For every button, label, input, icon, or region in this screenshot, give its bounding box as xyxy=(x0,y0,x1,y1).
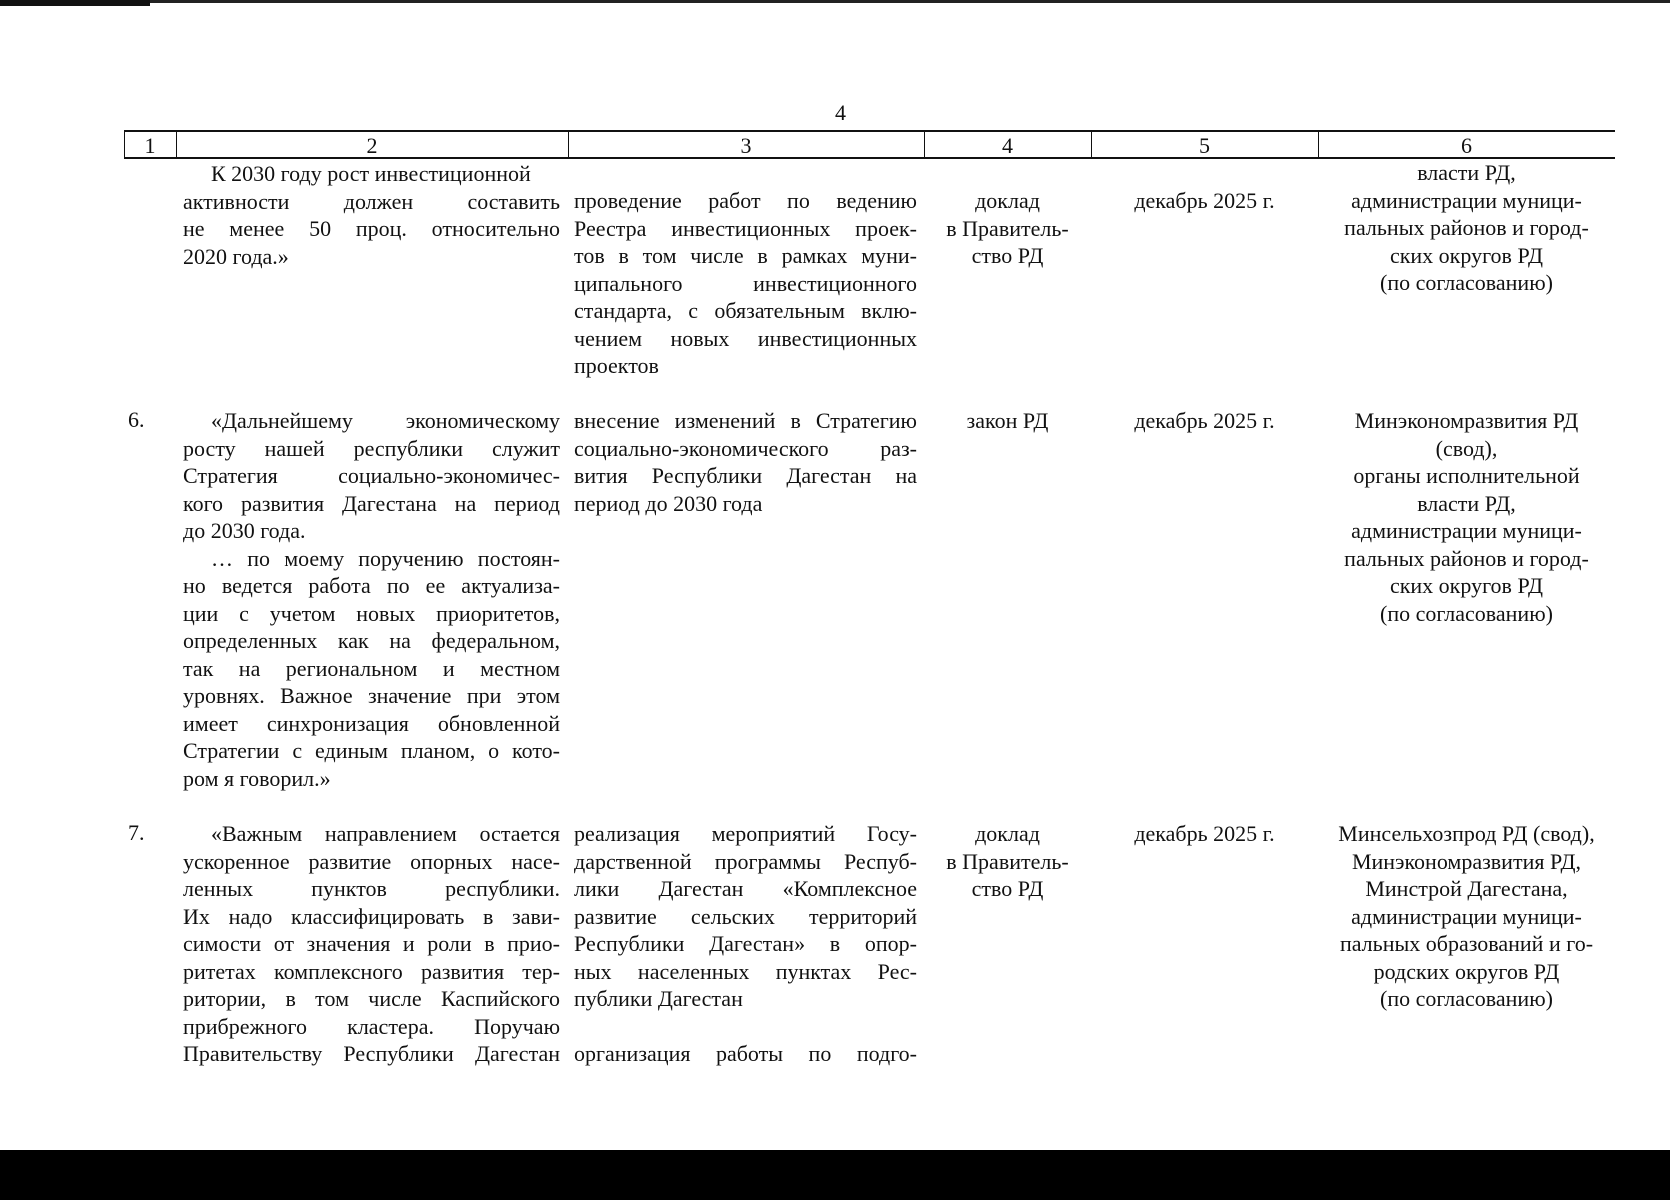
executor-line: (свод), xyxy=(1435,435,1498,461)
executor-line: ских округов РД xyxy=(1389,573,1544,598)
measure-line: период до 2030 года xyxy=(574,490,763,516)
quote-paragraph xyxy=(183,407,560,545)
executor-line: органы исполнительной xyxy=(1353,463,1580,488)
measure-cell xyxy=(574,820,917,1068)
scan-bottom-edge xyxy=(0,1150,1670,1200)
scan-top-edge xyxy=(0,0,1670,3)
quote-line: «Дальнейшему экономическому xyxy=(211,408,560,433)
form-line: доклад xyxy=(975,188,1040,213)
executors-cell xyxy=(1318,407,1615,627)
measure-line: стандарта, с обязательным вклю- xyxy=(574,298,917,323)
measure-line: ных населенных пунктах Рес- xyxy=(574,958,917,984)
quote-paragraph xyxy=(183,545,560,793)
executor-line: пальных образований и го- xyxy=(1339,931,1594,956)
measure-line: проектов xyxy=(574,353,659,378)
measure-line: внесение изменений в Стратегию xyxy=(574,408,917,433)
measure-line: социально-экономического раз- xyxy=(574,435,917,461)
column-header: 2 xyxy=(366,133,378,158)
executor-line: (по согласованию) xyxy=(1380,986,1553,1011)
measure-line: тов в том числе в рамках муни- xyxy=(574,243,917,268)
form-line: закон РД xyxy=(966,408,1049,433)
executor-line: пальных районов и город- xyxy=(1344,215,1589,240)
measure-line: лики Дагестан «Комплексное xyxy=(574,876,917,901)
form-line: в Правитель- xyxy=(946,848,1069,874)
quote-cell xyxy=(183,820,560,1068)
column-header: 4 xyxy=(1002,133,1013,158)
executor-line: Минстрой Дагестана, xyxy=(1365,876,1568,901)
form-cell xyxy=(924,187,1091,270)
quote-line: активности должен составить xyxy=(183,188,560,214)
quote-line: прибрежного кластера. Поручаю xyxy=(183,1013,560,1039)
quote-line: ритетах комплексного развития тер- xyxy=(183,958,560,984)
quote-line: К 2030 году рост инвестиционной xyxy=(211,161,531,186)
column-header: 6 xyxy=(1461,133,1472,158)
form-cell xyxy=(924,407,1091,435)
quote-line: … по моему поручению постоян- xyxy=(211,545,560,571)
quote-line: так на региональном и местном xyxy=(183,655,560,681)
executor-line: Минэкономразвития РД, xyxy=(1351,848,1582,874)
quote-line: определенных как на федеральном, xyxy=(183,628,560,653)
quote-line: росту нашей республики служит xyxy=(183,435,560,461)
deadline-cell: декабрь 2025 г. xyxy=(1134,821,1275,846)
quote-line: кого развития Дагестана на период xyxy=(183,490,560,516)
measure-line: Республики Дагестан» в опор- xyxy=(574,931,917,956)
executor-line: власти РД, xyxy=(1417,160,1516,185)
quote-cell xyxy=(183,407,560,792)
row-number: 6. xyxy=(128,407,145,432)
quote-line: Правительству Республики Дагестан xyxy=(183,1041,560,1066)
measure-cell xyxy=(574,407,917,517)
quote-line: Стратегия социально-экономичес- xyxy=(183,463,560,488)
quote-line: 2020 года.» xyxy=(183,243,289,269)
quote-line: ускоренное развитие опорных насе- xyxy=(183,848,560,874)
measure-line: публики Дагестан xyxy=(574,986,743,1011)
quote-line: уровнях. Важное значение при этом xyxy=(183,683,560,708)
executor-line: родских округов РД xyxy=(1373,958,1560,984)
quote-line: Стратегии с единым планом, о кото- xyxy=(183,738,560,763)
form-line: доклад xyxy=(975,821,1040,846)
executor-line: пальных районов и город- xyxy=(1344,545,1589,571)
quote-line: имеет синхронизация обновленной xyxy=(183,710,560,736)
deadline-cell: декабрь 2025 г. xyxy=(1134,408,1275,433)
quote-line: Их надо классифицировать в зави- xyxy=(183,903,560,929)
quote-line: ритории, в том числе Каспийского xyxy=(183,986,560,1011)
form-line: в Правитель- xyxy=(946,215,1069,241)
column-header: 3 xyxy=(740,133,752,158)
measure-line: ципального инвестиционного xyxy=(574,270,917,296)
executor-line: администрации муници- xyxy=(1351,518,1582,543)
column-header: 5 xyxy=(1199,133,1210,158)
row-number: 7. xyxy=(128,820,145,845)
executors-cell xyxy=(1318,159,1615,297)
executors-cell xyxy=(1318,820,1615,1013)
quote-paragraph xyxy=(183,820,560,1068)
measure-line: Реестра инвестиционных проек- xyxy=(574,215,917,241)
measure-line: развитие сельских территорий xyxy=(574,903,917,929)
quote-paragraph xyxy=(183,160,560,270)
column-header: 1 xyxy=(144,133,156,158)
measure-line: вития Республики Дагестан на xyxy=(574,463,917,488)
quote-line: симости от значения и роли в прио- xyxy=(183,931,560,956)
executor-line: Минэкономразвития РД xyxy=(1354,408,1579,433)
quote-line: ции с учетом новых приоритетов, xyxy=(183,600,560,626)
form-cell xyxy=(924,820,1091,903)
executor-line: Минсельхозпрод РД (свод), xyxy=(1338,821,1595,846)
quote-line: ром я говорил.» xyxy=(183,765,331,791)
executor-line: власти РД, xyxy=(1417,490,1516,516)
executor-line: (по согласованию) xyxy=(1380,270,1553,295)
measure-line: чением новых инвестиционных xyxy=(574,325,917,351)
quote-line: но ведется работа по ее актуализа- xyxy=(183,573,560,598)
executor-line: ских округов РД xyxy=(1389,242,1544,268)
executor-line: администрации муници- xyxy=(1351,903,1582,929)
measure-line: дарственной программы Респуб- xyxy=(574,848,917,874)
measure-line: проведение работ по ведению xyxy=(574,188,917,213)
quote-line: до 2030 года. xyxy=(183,518,306,543)
quote-line: ленных пунктов республики. xyxy=(183,876,560,901)
scan-top-left-edge xyxy=(0,0,150,6)
page-number: 4 xyxy=(835,100,846,125)
quote-line: «Важным направлением остается xyxy=(211,821,560,846)
deadline-cell: декабрь 2025 г. xyxy=(1134,188,1275,213)
measure-cell xyxy=(574,187,917,380)
measure-line: реализация мероприятий Госу- xyxy=(574,821,917,846)
executor-line: администрации муници- xyxy=(1351,187,1582,213)
quote-line: не менее 50 проц. относительно xyxy=(183,216,560,241)
form-line: ство РД xyxy=(971,243,1044,268)
table-header-top-border xyxy=(124,130,1615,132)
form-line: ство РД xyxy=(971,876,1044,901)
measure-line: организация работы по подго- xyxy=(574,1041,917,1066)
measure-gap xyxy=(574,1013,917,1041)
quote-cell xyxy=(183,160,560,270)
executor-line: (по согласованию) xyxy=(1380,600,1553,626)
